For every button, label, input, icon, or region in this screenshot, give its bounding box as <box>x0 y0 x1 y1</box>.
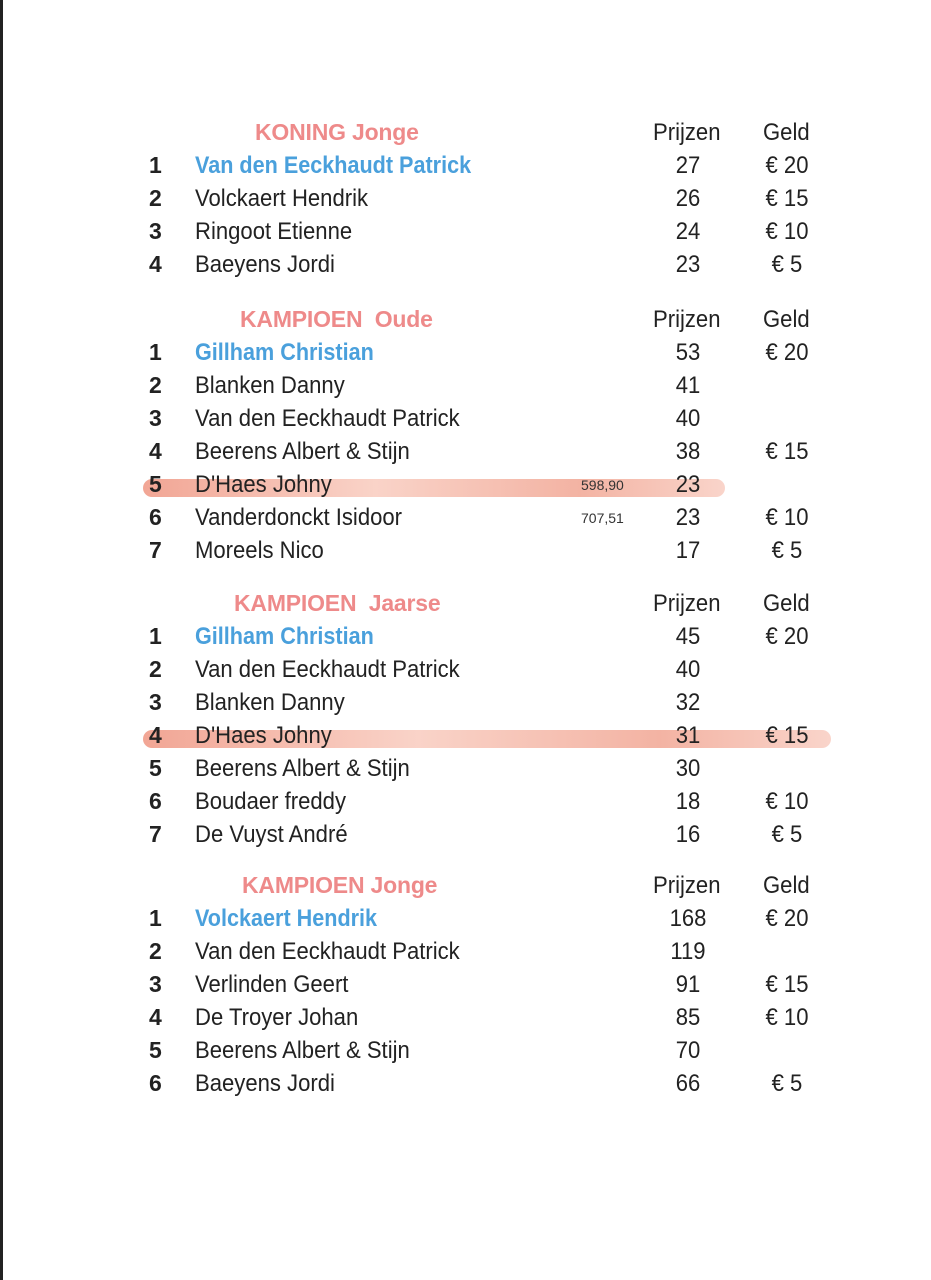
prize-money: € 15 <box>765 722 809 749</box>
section-title: KAMPIOEN Jonge <box>242 872 438 898</box>
prizes-count: 31 <box>675 722 701 749</box>
ranking-section <box>3 119 931 294</box>
prizes-count: 26 <box>675 185 701 212</box>
prizes-count: 66 <box>675 1070 701 1097</box>
table-row <box>3 1037 931 1070</box>
table-row <box>3 438 931 471</box>
table-row <box>3 537 931 570</box>
table-row <box>3 504 931 537</box>
rank-number: 1 <box>149 623 162 649</box>
participant-name: Beerens Albert & Stijn <box>195 755 410 782</box>
rank-number: 6 <box>149 1070 162 1096</box>
rank-number: 3 <box>149 971 162 997</box>
table-row <box>3 152 931 185</box>
prize-money: € 20 <box>765 339 809 366</box>
ranking-section <box>3 306 931 580</box>
rank-number: 5 <box>149 471 162 497</box>
prize-money: € 5 <box>771 537 803 564</box>
rank-number: 1 <box>149 905 162 931</box>
prizes-count: 38 <box>675 438 701 465</box>
prize-money: € 15 <box>765 971 809 998</box>
table-row <box>3 1070 931 1103</box>
rank-number: 4 <box>149 251 162 277</box>
prize-money: € 15 <box>765 438 809 465</box>
section-title: KAMPIOEN Jaarse <box>234 590 441 616</box>
table-row <box>3 689 931 722</box>
rank-number: 6 <box>149 788 162 814</box>
prize-money: € 10 <box>765 788 809 815</box>
rank-number: 4 <box>149 1004 162 1030</box>
column-header-money: Geld <box>763 590 810 617</box>
participant-name: Verlinden Geert <box>195 971 349 998</box>
prize-money: € 20 <box>765 152 809 179</box>
participant-name: Blanken Danny <box>195 689 345 716</box>
table-row <box>3 788 931 821</box>
table-row <box>3 938 931 971</box>
table-row <box>3 821 931 854</box>
prizes-count: 16 <box>675 821 701 848</box>
prize-money: € 10 <box>765 504 809 531</box>
column-header-money: Geld <box>763 872 810 899</box>
prize-money: € 10 <box>765 1004 809 1031</box>
prizes-count: 119 <box>670 938 706 965</box>
prizes-count: 23 <box>675 504 701 531</box>
prizes-count: 53 <box>675 339 701 366</box>
column-header-prizes: Prijzen <box>653 590 721 617</box>
participant-name: D'Haes Johny <box>195 722 332 749</box>
participant-name: Van den Eeckhaudt Patrick <box>195 656 460 683</box>
table-row <box>3 251 931 284</box>
prizes-count: 40 <box>675 405 701 432</box>
rank-number: 6 <box>149 504 162 530</box>
column-header-prizes: Prijzen <box>653 306 721 333</box>
rank-number: 1 <box>149 339 162 365</box>
participant-name: De Troyer Johan <box>195 1004 359 1031</box>
tiebreak-value: 707,51 <box>581 510 624 526</box>
rank-number: 3 <box>149 405 162 431</box>
prize-money: € 10 <box>765 218 809 245</box>
prizes-count: 18 <box>675 788 701 815</box>
rank-number: 3 <box>149 689 162 715</box>
participant-name: Boudaer freddy <box>195 788 346 815</box>
prize-money: € 20 <box>765 623 809 650</box>
table-row <box>3 722 931 755</box>
prizes-count: 32 <box>675 689 701 716</box>
prize-money: € 5 <box>771 1070 803 1097</box>
participant-name: Van den Eeckhaudt Patrick <box>195 152 472 179</box>
rank-number: 2 <box>149 656 162 682</box>
participant-name: Blanken Danny <box>195 372 345 399</box>
table-row <box>3 623 931 656</box>
section-title: KAMPIOEN Oude <box>240 306 433 332</box>
participant-name: Van den Eeckhaudt Patrick <box>195 938 460 965</box>
prizes-count: 27 <box>675 152 701 179</box>
table-row <box>3 971 931 1004</box>
rank-number: 3 <box>149 218 162 244</box>
prizes-count: 24 <box>675 218 701 245</box>
prizes-count: 91 <box>675 971 701 998</box>
rank-number: 4 <box>149 438 162 464</box>
prize-money: € 5 <box>771 251 803 278</box>
table-row <box>3 218 931 251</box>
participant-name: Ringoot Etienne <box>195 218 353 245</box>
table-row <box>3 185 931 218</box>
column-header-prizes: Prijzen <box>653 119 721 146</box>
tiebreak-value: 598,90 <box>581 477 624 493</box>
participant-name: Moreels Nico <box>195 537 324 564</box>
table-row <box>3 372 931 405</box>
ranking-section <box>3 590 931 864</box>
prizes-count: 23 <box>675 471 701 498</box>
prizes-count: 70 <box>675 1037 701 1064</box>
participant-name: Gillham Christian <box>195 623 374 650</box>
participant-name: Volckaert Hendrik <box>195 905 378 932</box>
prizes-count: 45 <box>675 623 701 650</box>
column-header-money: Geld <box>763 119 810 146</box>
participant-name: Baeyens Jordi <box>195 1070 335 1097</box>
prize-money: € 5 <box>771 821 803 848</box>
participant-name: Baeyens Jordi <box>195 251 335 278</box>
participant-name: De Vuyst André <box>195 821 348 848</box>
section-title: KONING Jonge <box>255 119 419 145</box>
participant-name: Gillham Christian <box>195 339 374 366</box>
prize-money: € 20 <box>765 905 809 932</box>
table-row <box>3 405 931 438</box>
ranking-section <box>3 872 931 1113</box>
participant-name: Volckaert Hendrik <box>195 185 369 212</box>
table-row <box>3 471 931 504</box>
table-row <box>3 1004 931 1037</box>
participant-name: Van den Eeckhaudt Patrick <box>195 405 460 432</box>
prize-money: € 15 <box>765 185 809 212</box>
table-row <box>3 905 931 938</box>
column-header-money: Geld <box>763 306 810 333</box>
rank-number: 2 <box>149 372 162 398</box>
prizes-count: 40 <box>675 656 701 683</box>
participant-name: Beerens Albert & Stijn <box>195 438 410 465</box>
rank-number: 5 <box>149 1037 162 1063</box>
rank-number: 5 <box>149 755 162 781</box>
prizes-count: 168 <box>669 905 707 932</box>
prizes-count: 17 <box>675 537 701 564</box>
rank-number: 1 <box>149 152 162 178</box>
participant-name: Beerens Albert & Stijn <box>195 1037 410 1064</box>
table-row <box>3 755 931 788</box>
rank-number: 2 <box>149 938 162 964</box>
table-row <box>3 339 931 372</box>
prizes-count: 23 <box>675 251 701 278</box>
rank-number: 7 <box>149 537 162 563</box>
rank-number: 7 <box>149 821 162 847</box>
participant-name: D'Haes Johny <box>195 471 332 498</box>
column-header-prizes: Prijzen <box>653 872 721 899</box>
rank-number: 2 <box>149 185 162 211</box>
participant-name: Vanderdonckt Isidoor <box>195 504 403 531</box>
rank-number: 4 <box>149 722 162 748</box>
prizes-count: 30 <box>675 755 701 782</box>
table-row <box>3 656 931 689</box>
prizes-count: 85 <box>675 1004 701 1031</box>
prizes-count: 41 <box>675 372 701 399</box>
